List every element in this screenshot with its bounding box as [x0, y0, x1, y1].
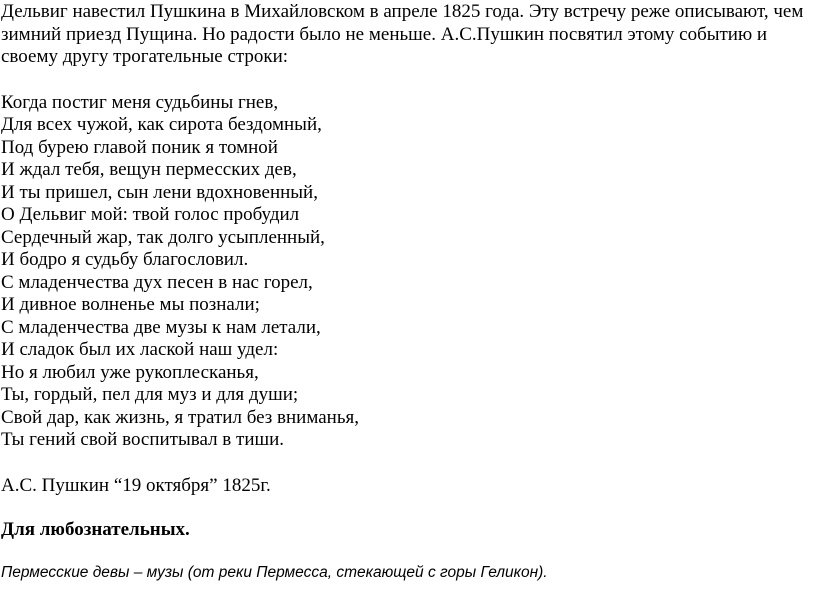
poem-line: И бодро я судьбу благословил. [1, 249, 249, 270]
poem-line: Для всех чужой, как сирота бездомный, [1, 114, 322, 135]
poem-line: Но я любил уже рукоплесканья, [1, 361, 259, 383]
poem [1, 92, 813, 452]
footnote: Пермесские девы – музы (от реки Пермесса, стекающей с горы Геликон). [1, 563, 548, 581]
poem-line: Ты гений свой воспитывал в тиши. [1, 429, 285, 450]
poem-line: И сладок был их лаской наш удел: [1, 339, 279, 360]
curious-heading: Для любознательных. [1, 519, 190, 540]
poem-line: И ты пришел, сын лени вдохновенный, [1, 181, 318, 203]
poem-line: И дивное волненье мы познали; [1, 294, 260, 315]
poem-line: С младенчества две музы к нам летали, [1, 316, 321, 338]
poem-attribution: А.С. Пушкин “19 октября” 1825г. [1, 474, 271, 496]
poem-line: С младенчества дух песен в нас горел, [1, 271, 313, 293]
poem-line: О Дельвиг мой: твой голос пробудил [1, 204, 300, 225]
document-page [1, 0, 813, 584]
poem-line: Под бурею главой поник я томной [1, 136, 278, 158]
intro-paragraph: Дельвиг навестил Пушкина в Михайловском в апреле 1825 года. Эту встречу реже описывают, чем зимний приезд Пущина. Но радости было не меньше. А.С.Пушкин посвятил этому событию и своему другу трогательные строки: [1, 1, 804, 67]
poem-line: Когда постиг меня судьбины гнев, [1, 91, 279, 113]
poem-line: Ты, гордый, пел для муз и для души; [1, 384, 299, 405]
poem-line: Сердечный жар, так долго усыпленный, [1, 226, 325, 248]
poem-line: Свой дар, как жизнь, я тратил без вниманья, [1, 406, 359, 428]
poem-line: И ждал тебя, вещун пермесских дев, [1, 159, 297, 180]
